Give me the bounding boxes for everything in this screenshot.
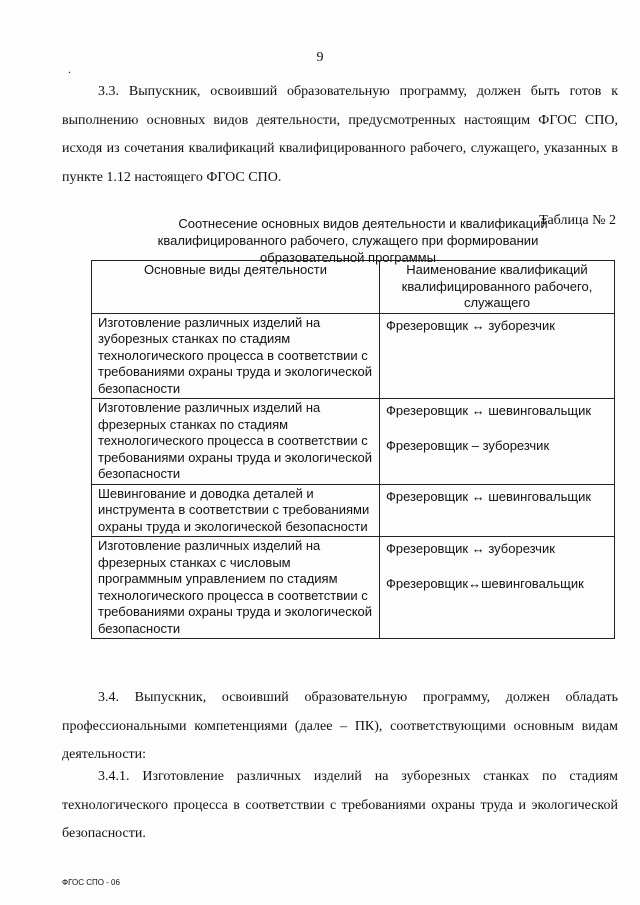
paragraph-3-3: 3.3. Выпускник, освоивший образовательную программу, должен быть готов к выполнению основных видов деятельности, предусмотренных настоящим ФГОС СПО, исходя из сочетания квалификаций квалифицированного рабочего, служащего, указанных в пункте 1.12 настоящего ФГОС СПО.	[62, 84, 618, 185]
qualification-pair: Фрезеровщик ↔ зуборезчик	[386, 541, 555, 556]
activity-cell: Шевингование и доводка деталей и инструмента в соответствии с требованиями охраны труда и экологической безопасности	[92, 484, 380, 537]
stray-mark: .	[68, 62, 71, 76]
header-activities: Основные виды деятельности	[92, 261, 380, 314]
footer-code: ФГОС СПО - 06	[62, 878, 120, 887]
qualifications-table	[91, 260, 615, 639]
paragraph-3-4: 3.4. Выпускник, освоивший образовательную программу, должен обладать профессиональными компетенциями (далее – ПК), соответствующими основным видам деятельности:	[62, 690, 618, 762]
qualification-cell	[380, 537, 615, 639]
qualification-pair: Фрезеровщик ↔ зуборезчик	[386, 317, 555, 333]
page-number: 9	[316, 50, 324, 65]
qualification-pair: Фрезеровщик – зуборезчик	[386, 437, 550, 453]
table-header-row	[92, 261, 615, 314]
header-qualifications: Наименование квалификаций квалифицированного рабочего, служащего	[380, 261, 615, 314]
table-caption	[96, 215, 600, 266]
qualification-pair: Фрезеровщик ↔ шевинговальщик	[386, 403, 592, 418]
activity-cell: Изготовление различных изделий на фрезерных станках по стадиям технологического процесса в соответствии с требованиями охраны труда и экологической безопасности	[92, 399, 380, 485]
activity-cell: Изготовление различных изделий на фрезерных станках с числовым программным управлением по стадиям технологического процесса в соответствии с требованиями охраны труда и экологической безопасности	[92, 537, 380, 639]
table-row	[92, 484, 615, 537]
qualification-pair: Фрезеровщик↔шевинговальщик	[386, 575, 584, 591]
qualification-cell	[380, 399, 615, 485]
qualification-pair: Фрезеровщик ↔ шевинговальщик	[386, 488, 592, 504]
caption-line-2: квалифицированного рабочего, служащего при формировании	[157, 233, 539, 248]
caption-line-3: образовательной программы	[260, 250, 436, 265]
activity-cell: Изготовление различных изделий на зуборезных станках по стадиям технологического процесса в соответствии с требованиями охраны труда и экологической безопасности	[92, 313, 380, 399]
caption-line-1: Соотнесение основных видов деятельности и квалификаций	[178, 216, 548, 231]
table-row	[92, 537, 615, 639]
table-row	[92, 399, 615, 485]
paragraph-3-4-1: 3.4.1. Изготовление различных изделий на зуборезных станках по стадиям технологического процесса в соответствии с требованиями охраны труда и экологической безопасности.	[62, 769, 618, 841]
table-row	[92, 313, 615, 399]
qualification-cell	[380, 313, 615, 399]
table-label: Таблица № 2	[539, 213, 616, 228]
qualification-cell	[380, 484, 615, 537]
